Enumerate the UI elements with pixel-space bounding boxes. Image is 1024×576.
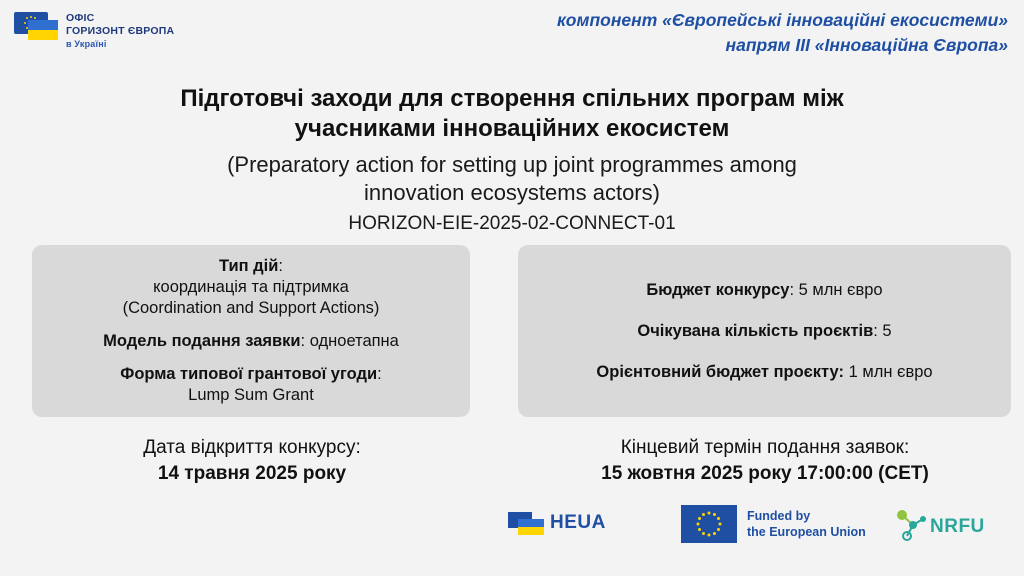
- page-title: [0, 84, 1024, 144]
- project-budget-value: 1 млн євро: [844, 362, 933, 381]
- action-type-value2: (Coordination and Support Actions): [122, 299, 380, 317]
- component-line: компонент «Європейські інноваційні екосистеми»: [556, 10, 1008, 30]
- call-code: HORIZON-EIE-2025-02-CONNECT-01: [348, 213, 676, 234]
- eu-ua-flags-icon: [14, 12, 58, 40]
- grant-agreement: [32, 364, 470, 385]
- heua-logo-text: HEUA: [550, 512, 606, 533]
- logo-line1: ОФІС: [66, 12, 95, 24]
- funded-by-eu-text: [747, 508, 866, 540]
- project-budget-label: Орієнтовний бюджет проєкту:: [596, 362, 845, 381]
- action-info-box: [32, 245, 470, 417]
- deadline-label: Кінцевий термін подання заявок:: [620, 437, 910, 458]
- action-type-label: Тип дій: [219, 257, 279, 275]
- heua-logo: [508, 512, 606, 534]
- direction-line: напрям ІІІ «Інноваційна Європа»: [725, 35, 1008, 55]
- logo-line3: в Україні: [66, 39, 107, 49]
- eu-line1: Funded by: [747, 509, 811, 523]
- projects-label: Очікувана кількість проєктів: [637, 321, 874, 340]
- eu-line2: the European Union: [747, 525, 866, 539]
- opening-date: [42, 435, 462, 487]
- title-line1: Підготовчі заходи для створення спільних програм між: [180, 85, 844, 112]
- deadline-date: [530, 435, 1000, 487]
- submission-value: : одноетапна: [300, 332, 399, 350]
- deadline-value: 15 жовтня 2025 року 17:00:00 (CET): [601, 463, 929, 484]
- budget-label: Бюджет конкурсу: [646, 280, 790, 299]
- budget-info-box: [518, 245, 1011, 417]
- nrfu-logo-text: NRFU: [930, 515, 985, 537]
- agreement-colon: :: [377, 365, 382, 383]
- nrfu-logo: [893, 505, 985, 548]
- call-budget: [518, 280, 1011, 301]
- subtitle-line1: (Preparatory action for setting up joint programmes among: [227, 152, 797, 177]
- logo-line2: ГОРИЗОНТ ЄВРОПА: [66, 25, 175, 37]
- action-type-value1: координація та підтримка: [153, 278, 349, 296]
- expected-projects: [518, 321, 1011, 342]
- eu-flag-icon: [681, 505, 737, 543]
- funded-by-eu-logo: [681, 505, 866, 543]
- action-type: [32, 256, 470, 277]
- budget-value: : 5 млн євро: [789, 280, 883, 299]
- submission-label: Модель подання заявки: [103, 332, 301, 350]
- title-line2: учасниками інноваційних екосистем: [294, 115, 730, 142]
- action-type-colon: :: [278, 257, 283, 275]
- subtitle-line2: innovation ecosystems actors): [364, 180, 660, 205]
- project-budget: [518, 362, 1011, 383]
- office-logo-text: [66, 12, 174, 51]
- agreement-label: Форма типової грантової угоди: [120, 365, 378, 383]
- component-header: [557, 8, 1008, 58]
- opening-date-value: 14 травня 2025 року: [157, 463, 347, 484]
- english-subtitle: [0, 151, 1024, 207]
- agreement-value: Lump Sum Grant: [188, 386, 314, 404]
- nrfu-molecule-icon: [893, 505, 927, 548]
- office-horizon-europe-logo: [14, 12, 174, 51]
- projects-value: : 5: [873, 321, 892, 340]
- eu-ua-flags-icon: [508, 512, 544, 534]
- opening-date-label: Дата відкриття конкурсу:: [143, 437, 361, 458]
- submission-model: [32, 331, 470, 352]
